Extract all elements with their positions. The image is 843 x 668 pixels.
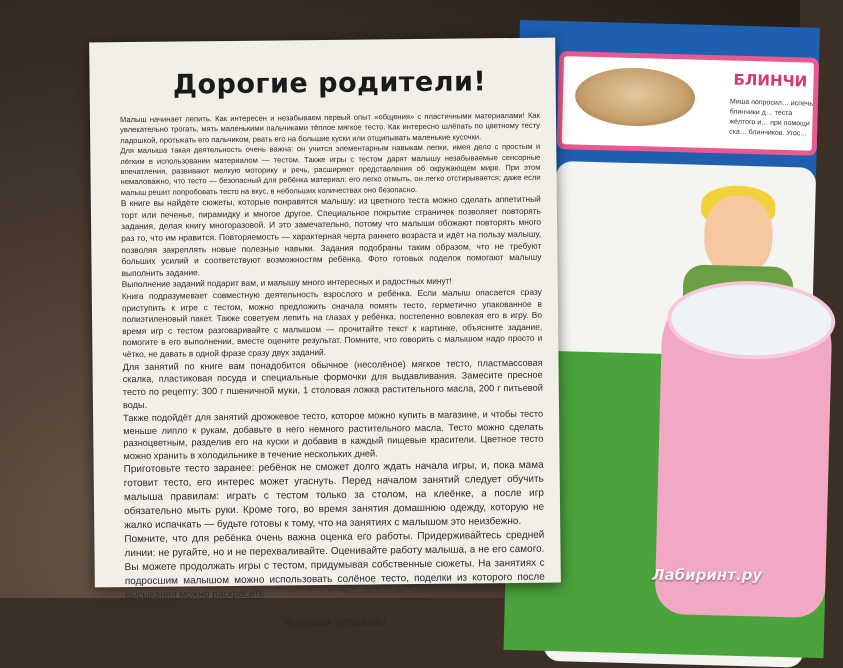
paragraph-6: Для занятий по книге вам понадобится обычное (несолёное) мягкое тесто, пластмассовая скалка, пластиковая посуда и специальные формочки для выдавливания. Замесите пресное тесто по рецепту: 300 г пшеничной муки, 1 столовая ложка растительного масла, 200 г питьевой воды. xyxy=(122,357,543,411)
closing-line: Желаем успехов! xyxy=(283,614,387,630)
page-content xyxy=(119,66,545,631)
paragraph-7: Также подойдёт для занятий дрожжевое тесто, которое можно купить в магазине, и чтобы тесто меньше липло к рукам, добавьте в него немного растительного масла. Тесто можно сделать разноцветным, разделив его на куски и добавив в каждый пищевые красители. Цветное тесто можно хранить в холодильнике в течение нескольких дней. xyxy=(123,408,544,462)
page-title: Дорогие родители! xyxy=(172,66,487,101)
paragraph-2: Для малыша такая деятельность очень важна: он учится элементарным навыкам лепки, имея дело с простым и лёгким в использовании материалом — тестом. Также игры с тестом дарят малышу незабываемые сенсорные впечатления, развивают мелкую моторику и речь, расширяют представления об окружающем мире. При этом немаловажно, что тесто — безопасный для ребёнка материал: его легко отмыть, он легко отстирывается; даже если малыш решит попробовать тесто на вкус, в небольших количествах оно безопасно. xyxy=(120,141,541,197)
paragraph-9: Помните, что для ребёнка очень важна оценка его работы. Придерживайтесь средней линии: не ругайте, но и не перехваливайте. Оценивайте работу малыша, а не его самого. Вы можете продолжать игры с тестом, придумывая собственные сюжеты. На занятиях с подросшим малышом можно использовать солёное тесто, поделки из которого после высыхания можно раскрасить. xyxy=(124,529,545,602)
watermark-logo: Лабиринт.ру xyxy=(652,566,763,584)
paragraph-1: Малыш начинает лепить. Как интересен и незабываем первый опыт «общения» с пластичными материалами! Как увлекательно трогать, мять маленькими пальчиками тёплое мягкое тесто. Как интересно шлёпать по цветному тесту ладошкой, протыкать его пальчиком, рвать его на большие куски или отщипывать маленькие кусочки. xyxy=(119,110,541,145)
left-page xyxy=(89,38,561,630)
right-page-text: Миша попросил… испечь блинчики д… теста жёлтого и… при помощи ска… блинчиков. Угос… xyxy=(729,98,814,138)
paragraph-4: Выполнение заданий подарит вам, и малышу много интересных и радостных минут! xyxy=(121,276,452,290)
right-page-heading: БЛИНЧИ xyxy=(733,70,808,91)
paragraph-5: Книга подразумевает совместную деятельность взрослого и ребёнка. Если малыш опасается сразу приступить к игре с тестом, можно предложить сначала помять тесто, герметично упакованное в полиэтиленовый пакет. Также советуем лепить на глазах у ребёнка, постепенно вовлекая его в игру. Во время игр с тестом разговаривайте с малышом — прочитайте текст к картинке, объясните задание, помогите в его выполнении, вместе оцените результат. Помните, что говорить с малышом надо просто и чётко, не давать в одной фразе сразу двух заданий. xyxy=(121,286,543,360)
paragraph-3: В книге вы найдёте сюжеты, которые понравятся малышу: из цветного теста можно сделать аппетитный торт или печенье, пирамидку и многое другое. Специальное покрытие страничек позволяет повторять задания, делая книгу многоразовой. И это замечательно, потому что малыши обожают повторять много раз то, что им нравится. Повторяемость — характерная черта раннего возраста и идёт на пользу малышу, позволяя закреплять новые полезные навыки. Задания подобраны таким образом, что не требуют больших усилий и соответствуют возможностям ребёнка. Фото готовых поделок помогают малышу выполнить задание. xyxy=(120,193,542,278)
pancake-image xyxy=(574,66,695,127)
paragraph-8: Приготовьте тесто заранее: ребёнок не сможет долго ждать начала игры, и, пока мама готовит тесто, его интерес может угаснуть. Перед началом занятий следует обучить малыша правилам: играть с тестом только за столом, на клеёнке, а после игр обязательно мыть руки. Кроме того, во время занятия домашнюю одежду, которую не жалко испачкать — будьте готовы к тому, что на занятиях с малышом это неизбежно. xyxy=(123,459,545,532)
